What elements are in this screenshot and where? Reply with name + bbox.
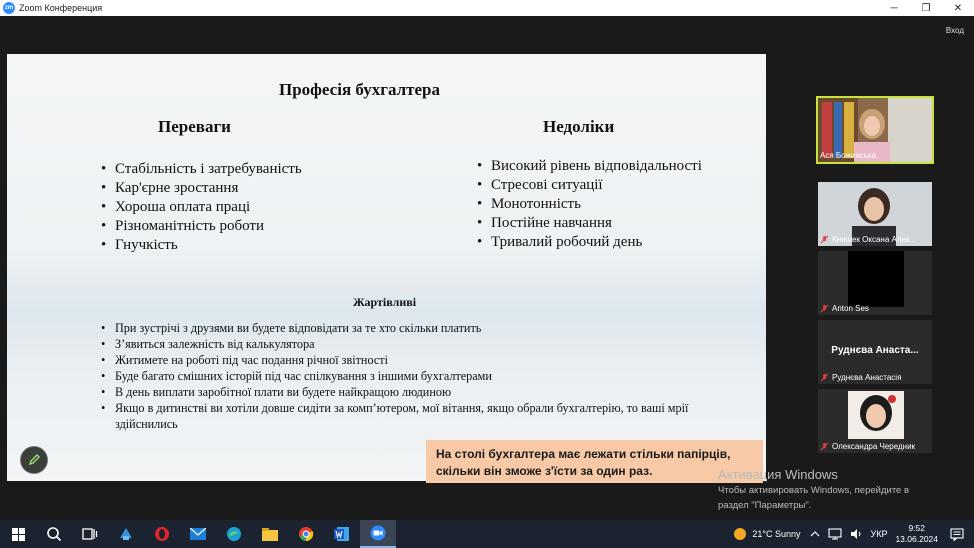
list-item: • Стабільність і затребуваність: [101, 160, 302, 179]
mic-muted-icon: [820, 442, 829, 451]
search-button[interactable]: [36, 520, 72, 548]
mic-muted-icon: [820, 373, 829, 382]
taskbar-app-chrome[interactable]: [288, 520, 324, 548]
title-bar: [0, 0, 974, 16]
language-indicator[interactable]: УКР: [870, 529, 888, 539]
list-item: • В день виплати заробітної плати ви будете найкращою людиною: [101, 384, 721, 400]
participant-tile-active[interactable]: [816, 96, 934, 164]
edge-icon: [226, 526, 242, 542]
participant-tile[interactable]: [818, 389, 932, 453]
pencil-icon: [27, 453, 41, 467]
windows-activation-watermark: Активация Windows Чтобы активировать Windows, перейдите в раздел "Параметры".: [718, 467, 910, 511]
participant-tile[interactable]: [818, 251, 932, 315]
mic-muted-icon: [820, 235, 829, 244]
cons-heading: Недоліки: [543, 117, 615, 136]
list-item: • Стресові ситуації: [477, 176, 702, 195]
participant-big-name: Руднєва Анаста...: [831, 345, 919, 356]
clock[interactable]: 9:52 13.06.2024: [895, 523, 938, 544]
shared-screen-slide: [7, 54, 766, 481]
network-icon[interactable]: [828, 528, 842, 540]
word-icon: [334, 526, 350, 542]
minimize-button[interactable]: ─: [890, 2, 898, 14]
list-item: • Високий рівень відповідальності: [477, 157, 702, 176]
list-item: • З’явиться залежність від калькулятора: [101, 336, 721, 352]
taskbar-app-gamebar[interactable]: [108, 520, 144, 548]
task-view-icon: [82, 527, 98, 541]
list-item: • Житимете на роботі під час подання річної звітності: [101, 352, 721, 368]
note-line-2: скільки він зможе з'їсти за один раз.: [436, 464, 653, 478]
chrome-icon: [298, 526, 314, 542]
mic-muted-icon: [820, 304, 829, 313]
participant-tile[interactable]: [818, 320, 932, 384]
list-item: • При зустрічі з друзями ви будете відповідати за те хто скільки платить: [101, 320, 721, 336]
chevron-up-icon[interactable]: [810, 529, 820, 539]
system-tray: [734, 520, 974, 548]
annotate-pen-button[interactable]: [20, 446, 48, 474]
note-line-1: На столі бухгалтера має лежати стільки папірців,: [436, 447, 731, 461]
window-title: Zoom Конференция: [19, 3, 103, 13]
participant-name: Книшек Оксана Алек...: [820, 235, 916, 244]
participant-name: Руднєва Анастасія: [820, 373, 901, 382]
participant-name: Ася Божинська: [820, 151, 877, 160]
mail-icon: [190, 528, 206, 540]
list-item: • Буде багато смішних історій під час спілкування з іншими бухгалтерами: [101, 368, 721, 384]
volume-icon[interactable]: [850, 528, 862, 540]
folder-icon: [262, 528, 278, 541]
start-button[interactable]: [0, 520, 36, 548]
taskbar-app-explorer[interactable]: [252, 520, 288, 548]
cons-list: [477, 157, 702, 252]
taskbar-app-word[interactable]: [324, 520, 360, 548]
zoom-icon: [370, 525, 386, 541]
pros-heading: Переваги: [158, 117, 231, 136]
participant-name: Олександра Чередник: [820, 442, 915, 451]
taskbar-app-zoom[interactable]: [360, 520, 396, 548]
taskbar-app-mail[interactable]: [180, 520, 216, 548]
notification-icon[interactable]: [950, 528, 964, 541]
task-view-button[interactable]: [72, 520, 108, 548]
participant-tile[interactable]: [818, 182, 932, 246]
taskbar-app-opera[interactable]: [144, 520, 180, 548]
search-icon: [46, 526, 62, 542]
windows-logo-icon: [12, 528, 25, 541]
participant-name: Anton Ses: [820, 304, 869, 313]
list-item: • Різноманітність роботи: [101, 217, 302, 236]
taskbar: [0, 520, 974, 548]
participant-video: [848, 251, 904, 307]
list-item: • Монотонність: [477, 195, 702, 214]
list-item: • Гнучкість: [101, 236, 302, 255]
jokes-list: [101, 320, 721, 432]
list-item: • Якщо в дитинстві ви хотіли довше сидіти за комп’ютером, мої вітання, якщо обрали бухгалтерію, то ваші мрії здійснились: [101, 400, 721, 432]
app-icon: [118, 526, 134, 542]
zoom-logo-icon: zm: [3, 2, 15, 14]
sun-icon: [734, 528, 746, 540]
close-button[interactable]: ✕: [953, 2, 963, 14]
enter-link[interactable]: Вход: [945, 26, 964, 35]
pros-list: [101, 160, 302, 255]
opera-icon: [154, 526, 170, 542]
annotation-note: [426, 440, 763, 483]
maximize-button[interactable]: ❐: [921, 2, 931, 14]
list-item: • Постійне навчання: [477, 214, 702, 233]
slide-title: Професія бухгалтера: [278, 80, 441, 99]
jokes-heading: Жартівливі: [352, 295, 417, 309]
list-item: • Кар'єрне зростання: [101, 179, 302, 198]
list-item: • Хороша оплата праці: [101, 198, 302, 217]
list-item: • Тривалий робочий день: [477, 233, 702, 252]
meeting-stage: [0, 16, 974, 520]
weather-widget[interactable]: 21°C Sunny: [734, 528, 800, 540]
taskbar-app-edge[interactable]: [216, 520, 252, 548]
